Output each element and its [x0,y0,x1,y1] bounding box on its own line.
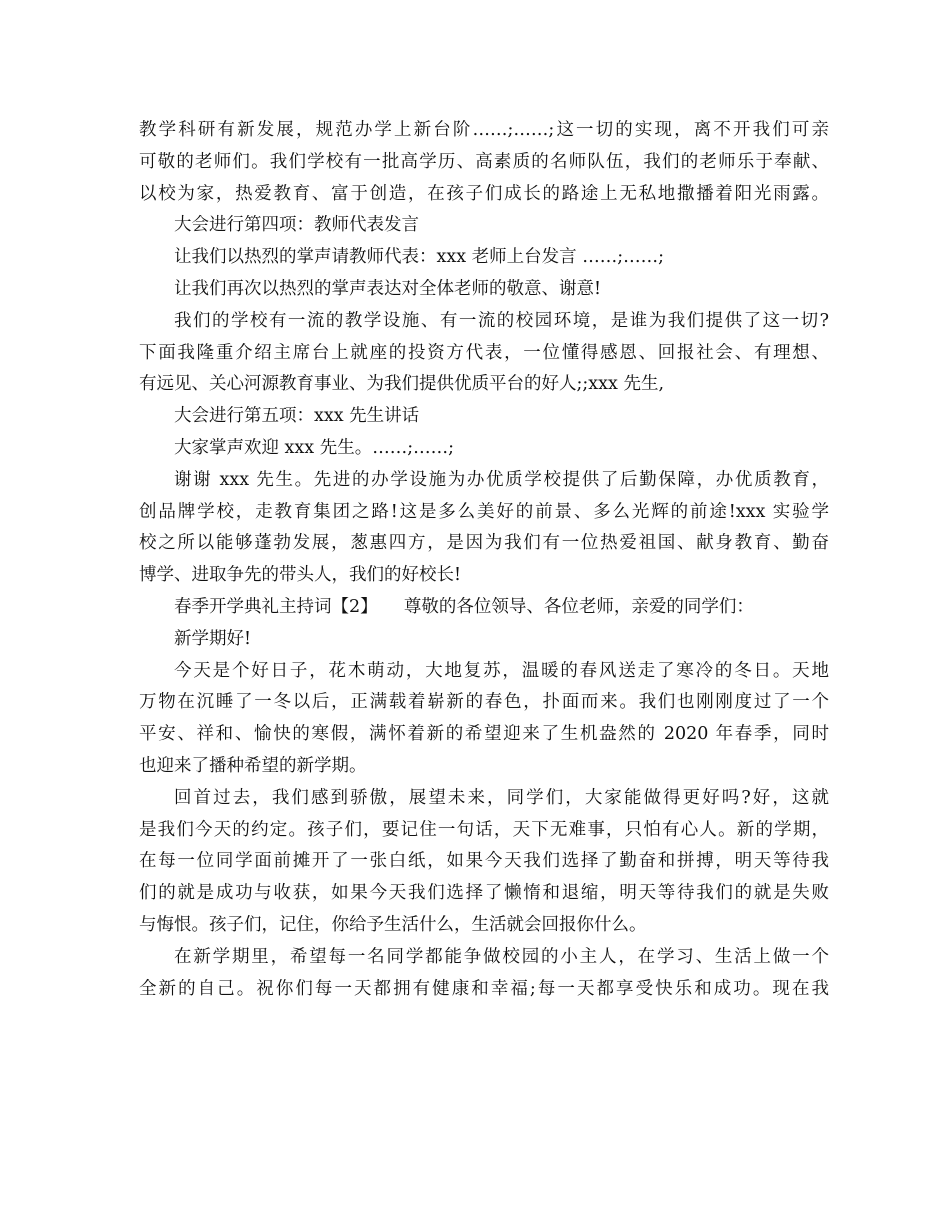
text-line: 今天是个好日子，花木萌动，大地复苏，温暖的春风送走了寒冷的冬日。天地 [174,660,829,681]
text-line: 春季开学典礼主持词【2】 尊敬的各位领导、各位老师，亲爱的同学们： [174,596,754,617]
text-line: 创品牌学校，走教育集团之路!这是多么美好的前景、多么光辉的前途!xxx 实验学 [139,501,829,522]
text-line: 与悔恨。孩子们，记住，你给予生活什么，生活就会回报你什么。 [139,914,647,935]
text-line: 回首过去，我们感到骄傲，展望未来，同学们，大家能做得更好吗?好，这就 [174,787,829,808]
text-line: 校之所以能够蓬勃发展，葱惠四方，是因为我们有一位热爱祖国、献身教育、勤奋 [139,533,829,554]
text-line: 新学期好! [174,628,252,649]
text-line: 让我们再次以热烈的掌声表达对全体老师的敬意、谢意! [174,278,602,299]
text-line: 让我们以热烈的掌声请教师代表：xxx 老师上台发言 ……;……; [174,247,665,268]
text-line: 在每一位同学面前摊开了一张白纸，如果今天我们选择了勤奋和拼搏，明天等待我 [139,851,829,872]
text-line: 以校为家，热爱教育、富于创造，在孩子们成长的路途上无私地撒播着阳光雨露。 [139,183,829,204]
text-line: 谢谢 xxx 先生。先进的办学设施为办优质学校提供了后勤保障，办优质教育， [174,469,829,490]
text-line: 教学科研有新发展，规范办学上新台阶……;……;这一切的实现，离不开我们可亲 [139,120,829,140]
text-line: 大会进行第四项：教师代表发言 [174,215,419,236]
text-line: 博学、进取争先的带头人，我们的好校长! [139,565,462,586]
text-line: 大会进行第五项：xxx 先生讲话 [174,406,420,427]
text-line: 平安、祥和、愉快的寒假，满怀着新的希望迎来了生机盎然的 2020 年春季，同时 [139,724,829,745]
text-line: 有远见、关心河源教育事业、为我们提供优质平台的好人;;xxx 先生, [139,374,665,395]
text-line: 全新的自己。祝你们每一天都拥有健康和幸福;每一天都享受快乐和成功。现在我 [139,978,829,999]
text-line: 大家掌声欢迎 xxx 先生。……;……; [174,437,455,458]
document-body [139,115,829,1005]
text-line: 们的就是成功与收获，如果今天我们选择了懒惰和退缩，明天等待我们的就是失败 [139,883,829,904]
text-line: 可敬的老师们。我们学校有一批高学历、高素质的名师队伍，我们的老师乐于奉献、 [139,151,829,172]
text-line: 是我们今天的约定。孩子们，要记住一句话，天下无难事，只怕有心人。新的学期， [139,819,829,840]
text-line: 下面我隆重介绍主席台上就座的投资方代表，一位懂得感恩、回报社会、有理想、 [139,342,829,363]
text-line: 万物在沉睡了一冬以后，正满载着崭新的春色，扑面而来。我们也刚刚度过了一个 [139,692,829,713]
text-line: 我们的学校有一流的教学设施、有一流的校园环境，是谁为我们提供了这一切? [174,310,829,331]
text-line: 也迎来了播种希望的新学期。 [139,755,367,776]
text-line: 在新学期里，希望每一名同学都能争做校园的小主人，在学习、生活上做一个 [174,946,829,967]
